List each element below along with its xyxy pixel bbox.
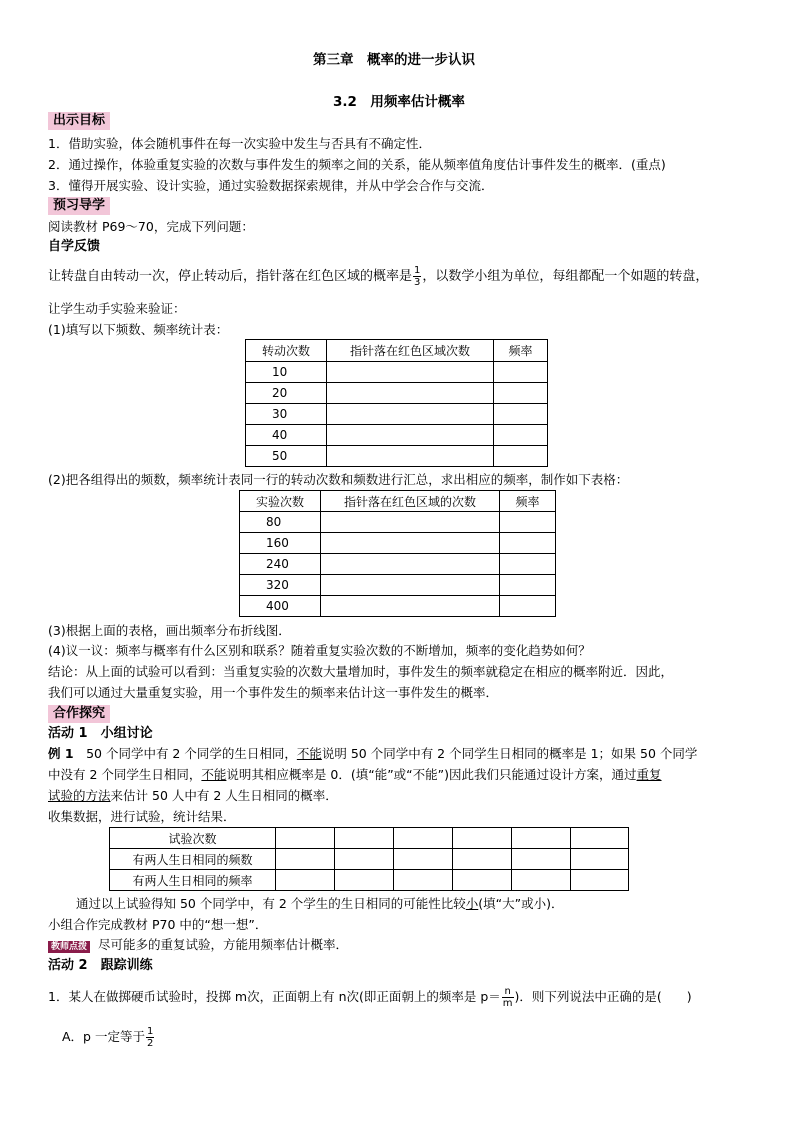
birthday-row-label: 有两人生日相同的频数 xyxy=(110,849,276,870)
example-line-2: 中没有 2 个同学生日相同，不能说明其相应概率是 0．(填“能”或“不能”)因此我们只能通过设计方案，通过重复 xyxy=(48,767,662,782)
table1-header: 指针落在红色区域次数 xyxy=(327,340,494,362)
question-3: (3)根据上面的表格，画出频率分布折线图． xyxy=(48,623,291,638)
chapter-title: 第三章 概率的进一步认识 xyxy=(313,52,475,68)
option-a-fraction: $\frac{1}{2}$ xyxy=(146,1026,154,1049)
section-title: 3.2 用频率估计概率 xyxy=(333,94,465,110)
table1-cell: 50 xyxy=(246,446,327,467)
table2-cell: 80 xyxy=(240,512,321,533)
table1-cell: 20 xyxy=(246,383,327,404)
spinner-text xyxy=(48,265,708,288)
collect-text: 收集数据，进行试验，统计结果． xyxy=(48,809,236,824)
activity-2-heading: 活动 2 跟踪训练 xyxy=(48,958,153,973)
option-a: A．p 一定等于 $\frac{1}{2}$ xyxy=(62,1026,154,1049)
objective-3: 3．懂得开展实验、设计实验，通过实验数据探索规律，并从中学会合作与交流． xyxy=(48,178,494,193)
table1-cell: 40 xyxy=(246,425,327,446)
birthday-row-label: 有两人生日相同的频率 xyxy=(110,870,276,891)
objective-1: 1．借助实验，体会随机事件在每一次实验中发生与否具有不确定性． xyxy=(48,136,431,151)
birthday-table xyxy=(109,827,629,891)
table2-cell: 160 xyxy=(240,533,321,554)
table1-cell: 10 xyxy=(246,362,327,383)
teacher-tip-text: 尽可能多的重复试验，方能用频率估计概率． xyxy=(98,937,349,952)
objectives-tag: 出示目标 xyxy=(48,112,110,130)
birthday-row-label: 试验次数 xyxy=(110,828,276,849)
table2-header: 指针落在红色区域的次数 xyxy=(321,491,500,512)
exercise-1-fraction: $\frac{n}{m}$ xyxy=(502,986,513,1009)
table2-header: 实验次数 xyxy=(240,491,321,512)
exercise-1: 1．某人在做掷硬币试验时，投掷 m次，正面朝上有 n次(即正面朝上的频率是 p＝ $\frac{n}{m}$ )．则下列说法中正确的是( ) xyxy=(48,986,692,1009)
table1-header: 频率 xyxy=(494,340,548,362)
table2-cell: 240 xyxy=(240,554,321,575)
teacher-tip xyxy=(48,937,348,953)
teacher-tip-label: 教师点拨 xyxy=(48,941,90,953)
question-4: (4)议一议：频率与概率有什么区别和联系？随着重复实验次数的不断增加，频率的变化趋势如何？ xyxy=(48,643,591,658)
example-line-3: 试验的方法来估计 50 人中有 2 人生日相同的概率． xyxy=(48,788,338,803)
table1-cell: 30 xyxy=(246,404,327,425)
example-label: 例 1 xyxy=(48,746,74,761)
table2-header: 频率 xyxy=(500,491,556,512)
spinner-text-b: ，以数学小组为单位，每组都配一个如题的转盘， xyxy=(422,269,709,284)
conclusion-line-2: 我们可以通过大量重复实验，用一个事件发生的频率来估计这一事件发生的概率． xyxy=(48,685,499,700)
example-line-1: 例 1 50 个同学中有 2 个同学的生日相同，不能说明 50 个同学中有 2 个同学生日相同的概率是 1；如果 50 个同学 xyxy=(48,746,698,761)
table2-cell: 400 xyxy=(240,596,321,617)
self-feedback-heading: 自学反馈 xyxy=(48,239,101,254)
trial-text: 通过以上试验得知 50 个同学中，有 2 个学生的生日相同的可能性比较小(填“大”或小)． xyxy=(76,896,564,911)
spinner-fraction: $\frac{1}{3}$ xyxy=(414,265,421,288)
question-1: (1)填写以下频数、频率统计表： xyxy=(48,322,229,337)
table1-header: 转动次数 xyxy=(246,340,327,362)
objective-2: 2．通过操作，体验重复实验的次数与事件发生的频率之间的关系，能从频率值角度估计事件发生的概率．(重点) xyxy=(48,157,666,172)
cooperate-tag: 合作探究 xyxy=(48,705,110,723)
spinner-text-a: 让转盘自由转动一次，停止转动后，指针落在红色区域的概率是 xyxy=(48,269,413,284)
preview-intro: 阅读教材 P69～70，完成下列问题： xyxy=(48,219,254,234)
frequency-table-1 xyxy=(245,339,548,467)
activity-1-heading: 活动 1 小组讨论 xyxy=(48,726,153,741)
conclusion-line-1: 结论：从上面的试验可以看到：当重复实验的次数大量增加时，事件发生的频率就稳定在相应的概率附近．因此， xyxy=(48,664,674,679)
group-text: 小组合作完成教材 P70 中的“想一想”． xyxy=(48,917,268,932)
table2-cell: 320 xyxy=(240,575,321,596)
frequency-table-2 xyxy=(239,490,556,617)
preview-tag: 预习导学 xyxy=(48,197,110,215)
question-2: (2)把各组得出的频数，频率统计表同一行的转动次数和频数进行汇总，求出相应的频率，制作如下表格： xyxy=(48,472,629,487)
spinner-text-c: 让学生动手实验来验证： xyxy=(48,301,186,316)
